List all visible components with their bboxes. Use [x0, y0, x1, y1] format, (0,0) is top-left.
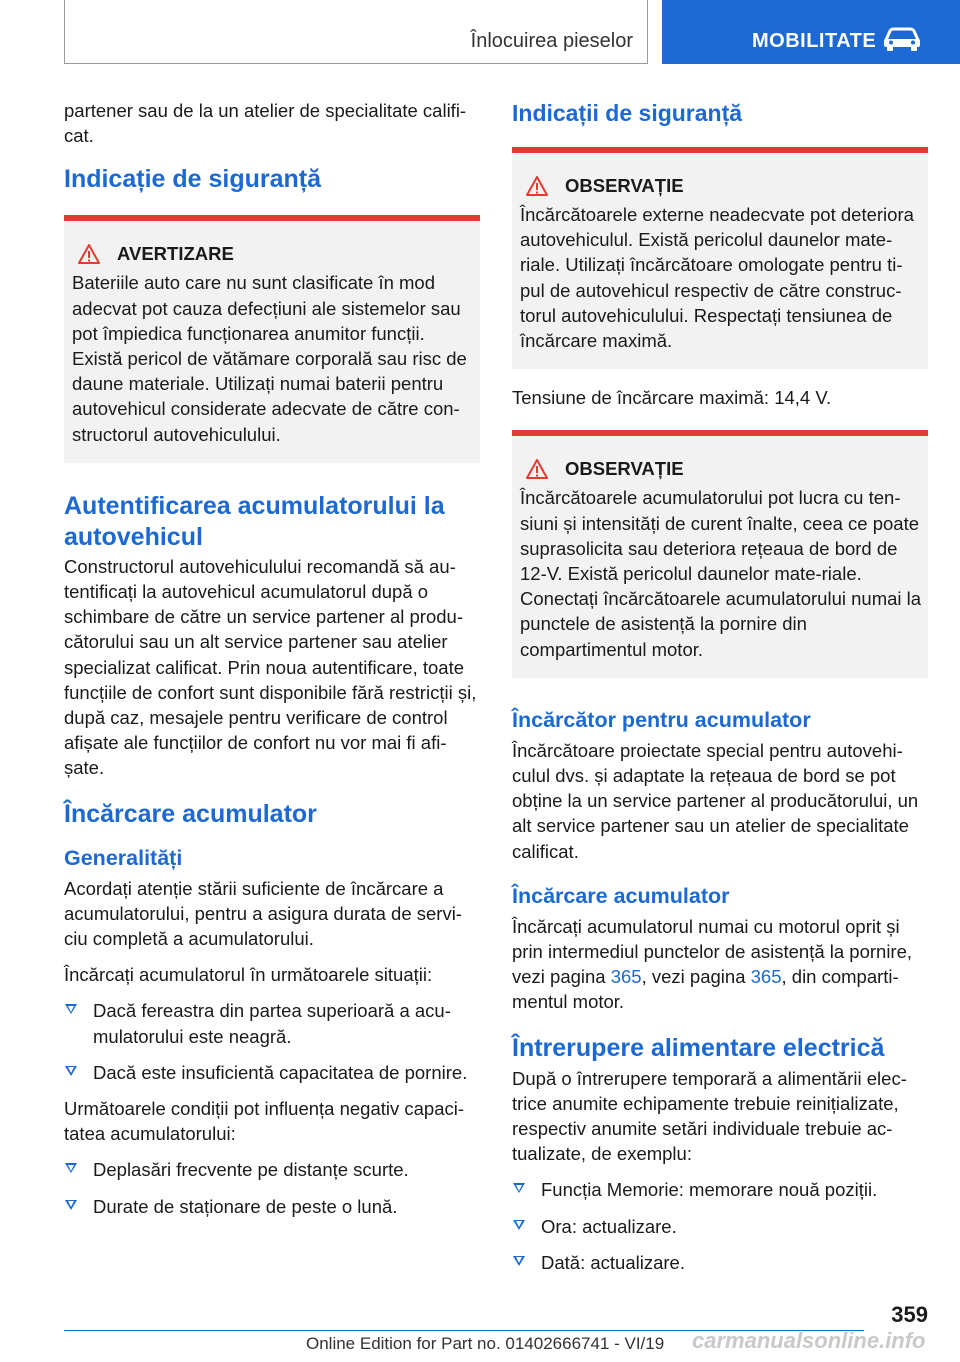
- warning-text: Bateriile auto care nu sunt clasificate în mod adecvat pot cauza defecțiuni ale sistemelor sau pot împiedica funcționarea anumitor funcții. Există pericol de vătămare corporală sau risc de daune materiale. Utilizați numai baterii pentru autovehicul considerate adecvate de către con-structorul autovehiculului.: [72, 272, 467, 445]
- warning-icon: [78, 244, 100, 264]
- warning-title: AVERTIZARE: [117, 243, 234, 265]
- page-link[interactable]: 365: [750, 966, 782, 988]
- charge-heading: Încărcare acumulator: [64, 799, 317, 828]
- auth-text: Constructorul autovehiculului recomandă să au-tentificați la autovehicul acumulatorul după o schimbare de către un service partener al produ-cătorului sau un alt service partener sau atelier specializat calificat. Prin noua autentificare, toate funcțiile de confort sunt disponibile fără restricții și, după caz, mesajele pentru verificare de control afișate ale funcțiilor de confort nu vor mai fi afi-șate.: [64, 555, 477, 779]
- header-section-box: [64, 0, 648, 64]
- charge-heading-right: Încărcare acumulator: [512, 883, 730, 908]
- note-box-title: [520, 457, 922, 481]
- list-item: Deplasări frecvente pe distanțe scurte.: [64, 1157, 480, 1182]
- note-text: Încărcătoarele acumulatorului pot lucra cu ten-siuni și intensități de curent înalte, ceea ce poate suprasolicita sau deteriora rețeaua de bord de 12-V. Există pericolul daunelor mate-riale. Conectați încărcătoarele acumulatorului numai la punctele de asistență la pornire din compartimentul motor.: [520, 487, 922, 660]
- bullet-icon: [513, 1220, 525, 1230]
- list-item: Dacă este insuficientă capacitatea de pornire.: [64, 1060, 480, 1085]
- warning-box: [64, 215, 480, 462]
- bullet-icon: [513, 1256, 525, 1266]
- section-title: Înlocuirea pieselor: [470, 30, 633, 52]
- power-text: După o întrerupere temporară a alimentării elec-trice anumite echipamente trebuie reinițializate, respectiv anumite setări individuale trebuie ac-tualizate, de exemplu:: [512, 1067, 907, 1165]
- note-box-1: [512, 147, 928, 369]
- warning-icon: [526, 459, 548, 479]
- charger-heading: Încărcător pentru acumulator: [512, 707, 811, 732]
- edition-text: Online Edition for Part no. 01402666741 - VI/19: [306, 1334, 665, 1353]
- chapter-title: MOBILITATE: [752, 30, 877, 52]
- list-item: Funcția Memorie: memorare nouă poziții.: [512, 1177, 928, 1202]
- right-column: [512, 98, 928, 1286]
- bullet-icon: [65, 1004, 77, 1014]
- list-item: Durate de staționare de peste o lună.: [64, 1194, 480, 1219]
- intro-text: partener sau de la un atelier de specialitate califi-cat.: [64, 100, 467, 147]
- list-item: Dacă fereastra din partea superioară a acu-mulatorului este neagră.: [64, 998, 480, 1048]
- chapter-tab[interactable]: [662, 0, 960, 64]
- car-icon: [882, 26, 922, 52]
- note-box-2: [512, 430, 928, 677]
- note-box-title: [520, 174, 922, 198]
- safety-heading-right: Indicații de siguranță: [512, 100, 743, 126]
- situations-intro: Încărcați acumulatorul în următoarele situații:: [64, 964, 433, 986]
- page-link[interactable]: 365: [610, 966, 642, 988]
- watermark: carmanualsonline.info: [692, 1328, 926, 1353]
- note-title: OBSERVAȚIE: [565, 175, 684, 196]
- bullet-icon: [65, 1200, 77, 1210]
- list-item: Dată: actualizare.: [512, 1250, 928, 1275]
- left-column: [64, 98, 480, 1230]
- auth-heading: Autentificarea acumulatorului la autovehicul: [64, 491, 445, 551]
- list-item: Ora: actualizare.: [512, 1214, 928, 1239]
- charger-text: Încărcătoare proiectate special pentru autovehi-culul dvs. și adaptate la rețeaua de bord se pot obține la un service partener al producătorului, un alt service partener sau un atelier de specialitate calificat.: [512, 739, 919, 862]
- charge-text: Încărcați acumulatorul numai cu motorul oprit și prin intermediul punctelor de asistență la pornire, vezi pagina 365, vezi pagina 365, din comparti-mentul motor.: [512, 915, 913, 1013]
- bullet-icon: [65, 1066, 77, 1076]
- page-number: 359: [891, 1302, 928, 1327]
- warning-icon: [526, 176, 548, 196]
- general-heading: Generalități: [64, 845, 183, 870]
- conditions-intro: Următoarele condiții pot influența negativ capaci-tatea acumulatorului:: [64, 1098, 465, 1145]
- safety-heading: Indicație de siguranță: [64, 165, 322, 194]
- warning-box-title: [72, 242, 474, 266]
- note-title: OBSERVAȚIE: [565, 458, 684, 480]
- note-text: Încărcătoarele externe neadecvate pot deteriora autovehiculul. Există pericolul daunelor mate-riale. Utilizați încărcătoare omologate pentru ti-pul de autovehicul respectiv de către construc-torul autovehiculului. Respectați tensiunea de încărcare maximă.: [520, 204, 914, 352]
- general-text: Acordați atenție stării suficiente de încărcare a acumulatorului, pentru a asigura durata de servi-ciu completă a acumulatorului.: [64, 877, 462, 950]
- bullet-icon: [65, 1163, 77, 1173]
- bullet-icon: [513, 1183, 525, 1193]
- power-heading: Întrerupere alimentare electrică: [512, 1033, 885, 1062]
- max-voltage-text: Tensiune de încărcare maximă: 14,4 V.: [512, 387, 832, 409]
